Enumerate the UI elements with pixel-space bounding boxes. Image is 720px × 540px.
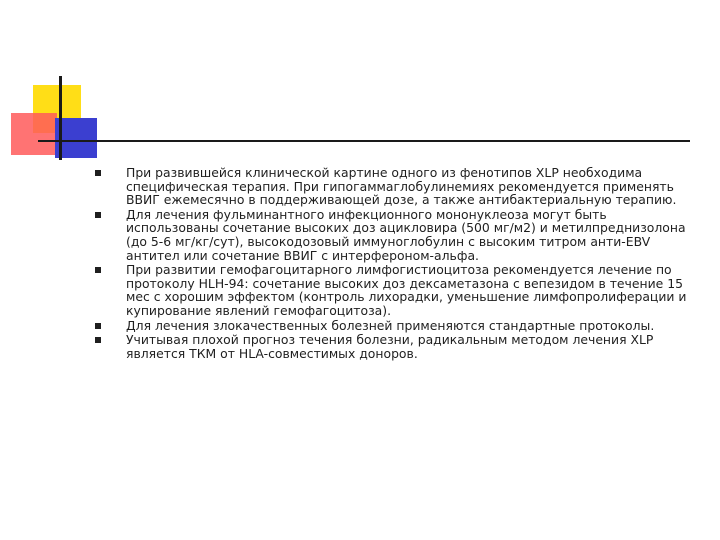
title-divider-line [38, 140, 690, 142]
bullet-text: При развившейся клинической картине одного из фенотипов XLP необходима специфическая терапия. При гипогаммаглобулинемиях рекомендуется применять ВВИГ ежемесячно в поддерживающей дозе, а также антибактериальную терапию. [126, 165, 677, 208]
decor-vertical-line [59, 76, 62, 160]
square-bullet-icon [95, 212, 101, 218]
bullet-text: Учитывая плохой прогноз течения болезни, радикальным методом лечения XLP является ТКМ от HLA-совместимых доноров. [126, 332, 654, 361]
bullet-text: Для лечения злокачественных болезней применяются стандартные протоколы. [126, 317, 655, 333]
bullet-item [95, 208, 695, 262]
square-bullet-icon [95, 337, 101, 343]
slide-body [95, 166, 695, 361]
bullet-item [95, 319, 695, 333]
square-bullet-icon [95, 170, 101, 176]
bullet-text: Для лечения фульминантного инфекционного мононуклеоза могут быть использованы сочетание высоких доз ацикловира (500 мг/м2) и метилпреднизолона (до 5-6 мг/кг/сут), высокодозовый иммуноглобулин с высоким титром анти-EBV антител или сочетание ВВИГ с интерфероном-альфа. [126, 206, 686, 263]
square-bullet-icon [95, 267, 101, 273]
bullet-text: При развитии гемофагоцитарного лимфогистиоцитоза рекомендуется лечение по протоколу HLH-94: сочетание высоких доз дексаметазона с вепезидом в течение 15 мес с хорошим эффектом (контроль лихорадки, уменьшение лимфопролиферации и купирование явлений гемофагоцитоза). [126, 262, 687, 318]
bullet-list [95, 166, 695, 360]
bullet-item [95, 333, 695, 360]
square-bullet-icon [95, 323, 101, 329]
bullet-item [95, 263, 695, 317]
decor-red-square [11, 113, 57, 155]
bullet-item [95, 166, 695, 207]
